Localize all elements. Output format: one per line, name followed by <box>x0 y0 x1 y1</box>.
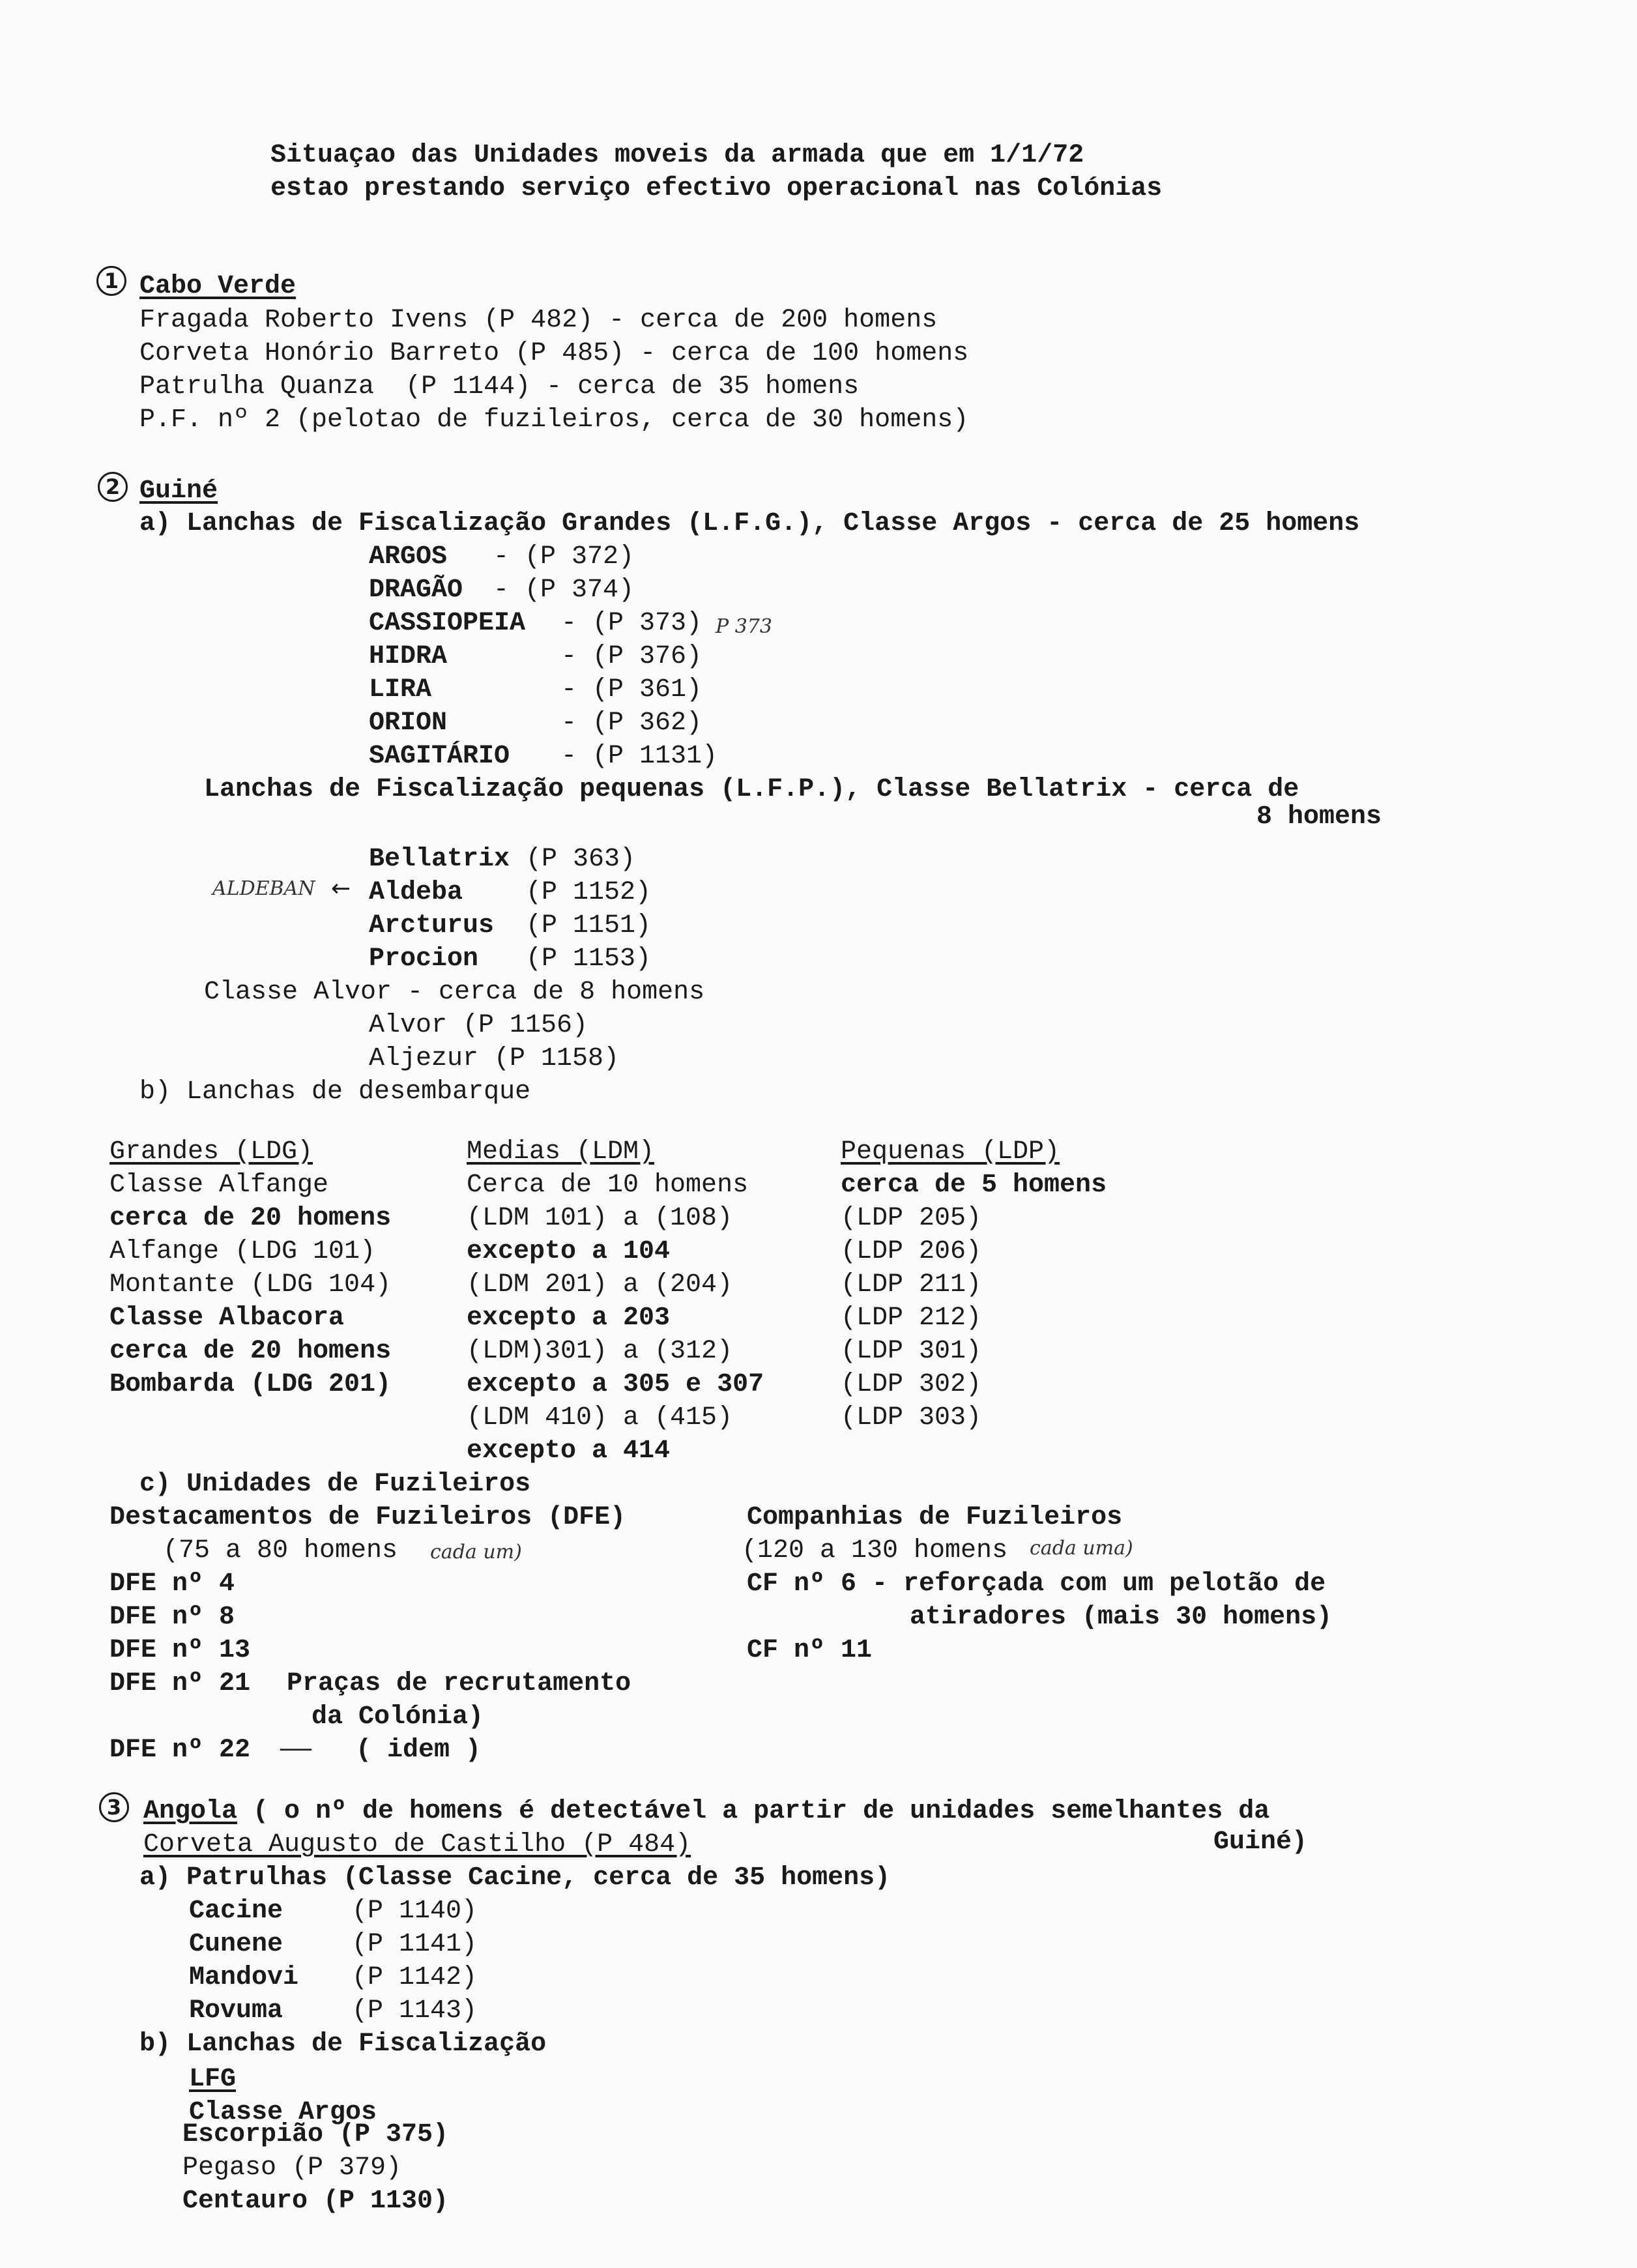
arrow-left-icon: ← <box>331 875 351 902</box>
s2-a-heading: a) Lanchas de Fiscalização Grandes (L.F.G.), Classe Argos - cerca de 25 homens <box>139 509 1360 538</box>
ldm-col-row: excepto a 203 <box>467 1303 671 1333</box>
ldp-col-row: (LDP 302) <box>841 1370 982 1399</box>
lfg-name-2: DRAGÃO <box>369 575 463 605</box>
ldg-col-row: Alfange (LDG 101) <box>109 1237 376 1266</box>
ldm-col-header: Medias (LDM) <box>467 1137 655 1167</box>
s1-row-3: Patrulha Quanza (P 1144) - cerca de 35 homens <box>139 372 860 401</box>
s3-corveta-line: Corveta Augusto de Castilho (P 484) <box>143 1830 691 1859</box>
cf-row-2: atiradores (mais 30 homens) <box>910 1603 1333 1632</box>
lfp-code-3: (P 1151) <box>526 911 652 940</box>
section-3-heading-rest: ( o nº de homens é detectável a partir de unidades semelhantes da <box>237 1797 1270 1826</box>
ldm-col-row: (LDM 101) a (108) <box>467 1204 733 1233</box>
s3-row: Escorpião (P 375) <box>182 2120 449 2149</box>
ldp-col-row: (LDP 212) <box>841 1303 982 1333</box>
lfp-code-4: (P 1153) <box>526 944 652 974</box>
lfg-handwritten-note: P 373 <box>716 615 772 638</box>
dfe21-note-line-2: da Colónia) <box>311 1702 484 1732</box>
dfe22-note: ( idem ) <box>356 1736 482 1765</box>
alvor-row-1: Alvor (P 1156) <box>369 1011 588 1040</box>
ldp-col-row: (LDP 303) <box>841 1403 982 1432</box>
s3-row: Pegaso (P 379) <box>182 2153 402 2183</box>
dfe-row: DFE nº 4 <box>109 1569 235 1599</box>
lfg-name-6: ORION <box>369 708 448 738</box>
alvor-row-2: Aljezur (P 1158) <box>369 1044 620 1073</box>
ldm-col-row: excepto a 104 <box>467 1237 671 1266</box>
section-3-number: 3 <box>99 1792 129 1822</box>
lfg-code-5: - (P 361) <box>561 675 703 705</box>
section-1-heading: Cabo Verde <box>139 272 297 301</box>
s3-b-heading: b) Lanchas de Fiscalização <box>139 2029 547 2059</box>
dfe-row-22: DFE nº 22 <box>109 1736 251 1765</box>
ldp-col-row: (LDP 205) <box>841 1204 982 1233</box>
section-3-heading: Angola <box>143 1797 238 1826</box>
s1-row-1: Fragada Roberto Ivens (P 482) - cerca de 200 homens <box>139 306 938 335</box>
s3-row: Centauro (P 1130) <box>182 2187 449 2216</box>
lfg-code-4: - (P 376) <box>561 642 703 671</box>
dfe-handwritten-note: cada um) <box>430 1541 522 1563</box>
dfe-row: DFE nº 8 <box>109 1603 235 1632</box>
section-2-heading: Guiné <box>139 476 218 506</box>
ldm-col-row: excepto a 305 e 307 <box>467 1370 764 1399</box>
s3-classe-label: Classe Argos <box>189 2098 377 2127</box>
lfp-name-3: Arcturus <box>369 911 495 940</box>
dfe-row: DFE nº 13 <box>109 1636 251 1665</box>
cf-handwritten-note: cada uma) <box>1030 1537 1133 1560</box>
patrol-name: Mandovi <box>189 1963 299 1992</box>
ldm-col-row: (LDM)301) a (312) <box>467 1337 733 1366</box>
dfe-heading: Destacamentos de Fuzileiros (DFE) <box>109 1503 626 1532</box>
s3-lfg-label: LFG <box>189 2065 237 2094</box>
ldg-col-row: Classe Alfange <box>109 1170 329 1200</box>
cf-row-1: CF nº 6 - reforçada com um pelotão de <box>747 1569 1326 1599</box>
ldp-col-row: (LDP 301) <box>841 1337 982 1366</box>
s2-c-heading: c) Unidades de Fuzileiros <box>139 1470 531 1499</box>
lfp-code-1: (P 363) <box>526 845 636 874</box>
ldg-col-row: cerca de 20 homens <box>109 1337 392 1366</box>
aldebaran-handwritten-note: ALDEBAN <box>212 877 315 900</box>
cf-row-3: CF nº 11 <box>747 1636 873 1665</box>
lfg-code-3: - (P 373) <box>561 609 703 638</box>
lfp-heading-2: 8 homens <box>1256 802 1382 832</box>
lfp-name-1: Bellatrix <box>369 845 510 874</box>
lfg-code-1: - (P 372) <box>493 542 635 572</box>
patrol-code: (P 1140) <box>352 1897 478 1926</box>
lfg-code-6: - (P 362) <box>561 708 703 738</box>
dfe-subheading: (75 a 80 homens <box>163 1536 398 1565</box>
s1-row-2: Corveta Honório Barreto (P 485) - cerca de 100 homens <box>139 339 969 368</box>
cf-heading: Companhias de Fuzileiros <box>747 1503 1123 1532</box>
lfg-name-7: SAGITÁRIO <box>369 742 510 771</box>
ldg-col-header: Grandes (LDG) <box>109 1137 313 1167</box>
ldp-col-row: (LDP 211) <box>841 1270 982 1300</box>
s2-b-heading: b) Lanchas de desembarque <box>139 1077 531 1107</box>
lfp-heading: Lanchas de Fiscalização pequenas (L.F.P.), Classe Bellatrix - cerca de <box>204 775 1299 804</box>
cf-subheading: (120 a 130 homens <box>742 1536 1008 1565</box>
lfg-code-7: - (P 1131) <box>561 742 718 771</box>
lfg-name-5: LIRA <box>369 675 432 705</box>
ldm-col-row: (LDM 410) a (415) <box>467 1403 733 1432</box>
ldp-col-row: (LDP 206) <box>841 1237 982 1266</box>
s1-row-4: P.F. nº 2 (pelotao de fuzileiros, cerca de 30 homens) <box>139 405 969 435</box>
ldm-col-row: Cerca de 10 homens <box>467 1170 749 1200</box>
dash-line: —— <box>280 1736 312 1765</box>
dfe-row: DFE nº 21 <box>109 1669 251 1698</box>
lfg-name-4: HIDRA <box>369 642 448 671</box>
lfp-name-4: Procion <box>369 944 479 974</box>
ldg-col-row: Montante (LDG 104) <box>109 1270 392 1300</box>
ldm-col-row: excepto a 414 <box>467 1436 671 1466</box>
ldm-col-row: (LDM 201) a (204) <box>467 1270 733 1300</box>
lfp-name-2: Aldeba <box>369 878 463 907</box>
lfg-name-1: ARGOS <box>369 542 448 572</box>
patrol-code: (P 1141) <box>352 1930 478 1959</box>
ldp-col-row: cerca de 5 homens <box>841 1170 1107 1200</box>
title-line-2: estao prestando serviço efectivo operacional nas Colónias <box>270 174 1163 203</box>
ldg-col-row: Classe Albacora <box>109 1303 345 1333</box>
section-1-number: 1 <box>96 266 126 296</box>
patrol-name: Rovuma <box>189 1996 283 2026</box>
s3-guine-continuation: Guiné) <box>1213 1827 1308 1857</box>
title-line-1: Situaçao das Unidades moveis da armada que em 1/1/72 <box>270 141 1084 170</box>
patrol-name: Cacine <box>189 1897 283 1926</box>
lfg-name-3: CASSIOPEIA <box>369 609 526 638</box>
ldg-col-row: Bombarda (LDG 201) <box>109 1370 392 1399</box>
section-2-number: 2 <box>98 472 128 502</box>
patrol-code: (P 1143) <box>352 1996 478 2026</box>
lfg-code-2: - (P 374) <box>493 575 635 605</box>
ldp-col-header: Pequenas (LDP) <box>841 1137 1060 1167</box>
patrol-code: (P 1142) <box>352 1963 478 1992</box>
s3-a-heading: a) Patrulhas (Classe Cacine, cerca de 35 homens) <box>139 1863 891 1893</box>
patrol-name: Cunene <box>189 1930 283 1959</box>
ldg-col-row: cerca de 20 homens <box>109 1204 392 1233</box>
lfp-code-2: (P 1152) <box>526 878 652 907</box>
alvor-heading: Classe Alvor - cerca de 8 homens <box>204 978 705 1007</box>
dfe21-note-line-1: Praças de recrutamento <box>287 1669 631 1698</box>
